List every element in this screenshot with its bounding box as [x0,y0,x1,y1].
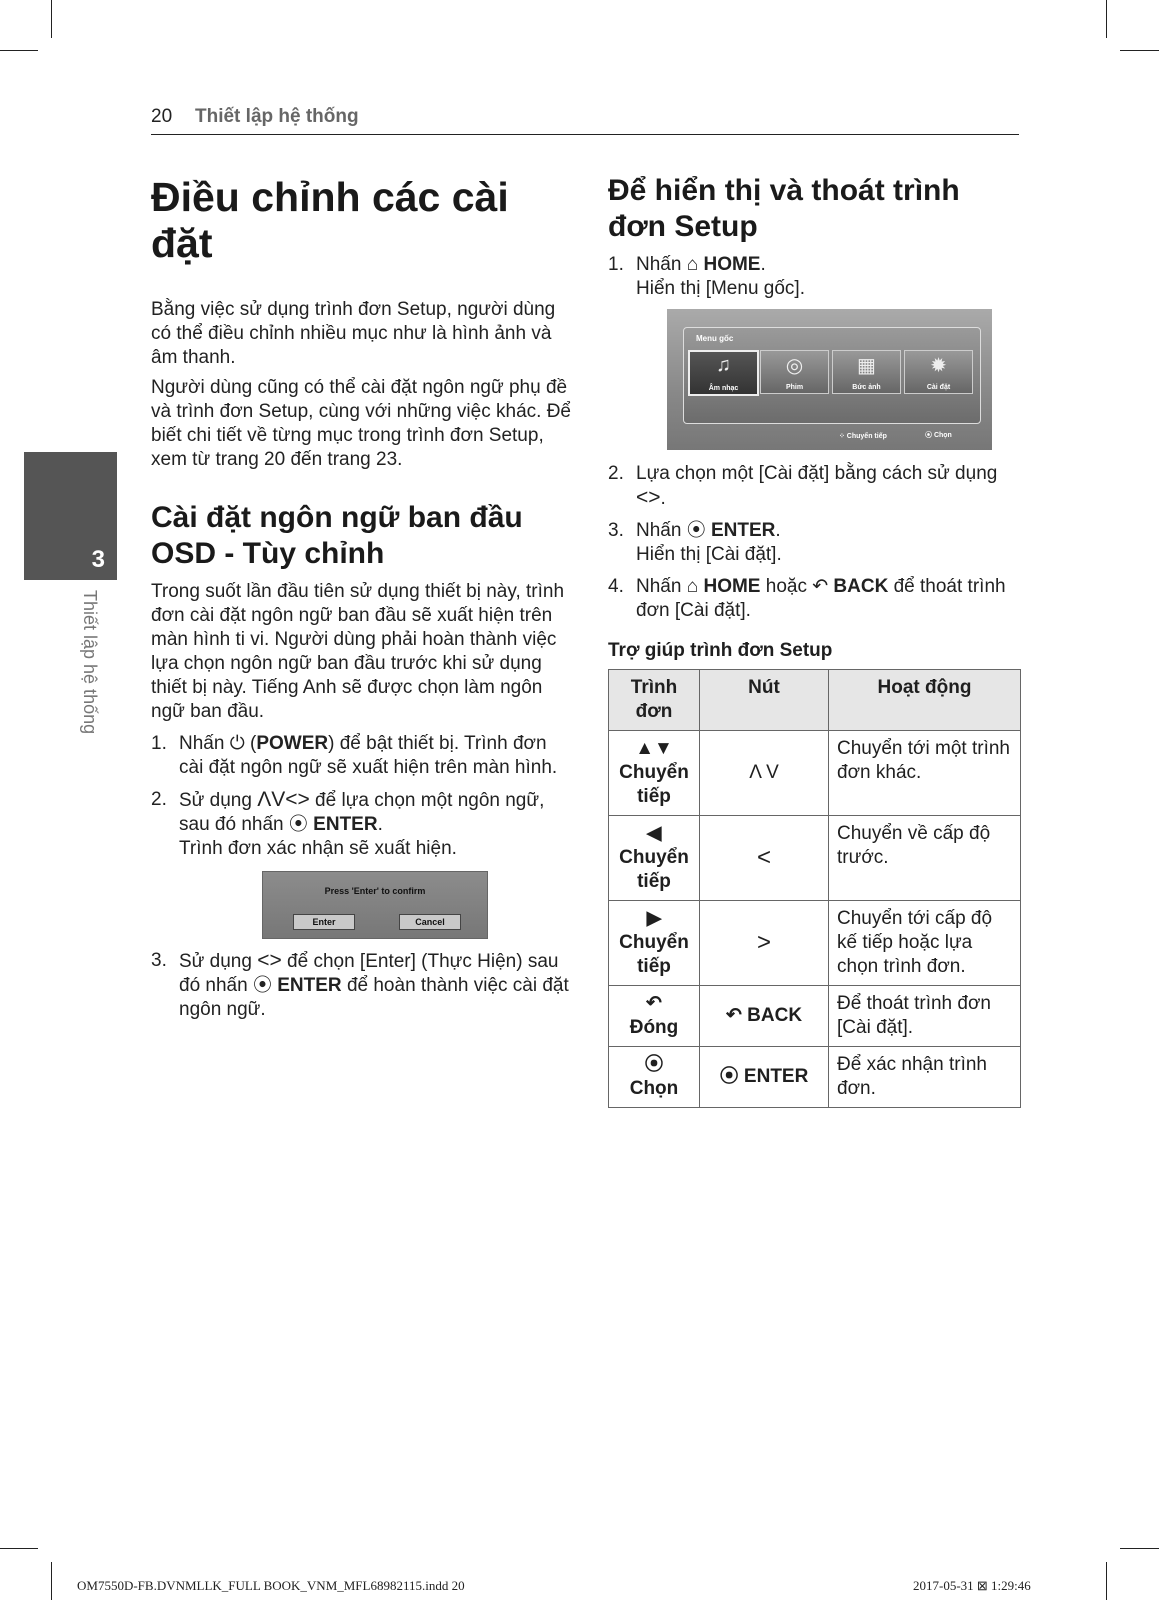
setup-step-4 [608,575,1023,623]
intro-paragraph-1: Bằng việc sử dụng trình đơn Setup, người dùng có thể điều chỉnh nhiều mục như là hình ảnh và âm thanh. [151,299,556,368]
gear-icon: ✹ [930,355,947,377]
step-text: Nhấn [179,733,230,754]
menu-cell [609,901,700,986]
step-text: Lựa chọn một [Cài đặt] bằng cách sử dụng [636,463,998,484]
section-title: Thiết lập hệ thống [195,106,359,127]
film-reel-icon: ◎ [785,355,804,377]
step-text: . [377,814,383,835]
menu-tile-label: Cài đặt [926,384,951,391]
step-text: ) để bật thiết bị. Trình đơn cài đặt ngôn ngữ sẽ xuất hiện trên màn hình. [179,733,558,778]
crop-mark [0,1548,38,1549]
table-row [609,1047,1021,1108]
arrow-keys-icon: ΛV<> [257,788,310,811]
left-arrow-icon: ◀ [646,823,662,844]
right-column [608,170,1023,1108]
table-header-row [609,670,1021,731]
enter-icon: ⦿ [252,975,272,996]
enter-icon: ⦿ [288,814,308,835]
step-text: . [660,488,666,509]
menu-label: Chuyển tiếp [619,932,689,977]
photo-icon: ▦ [857,355,876,377]
step-text: để hoàn thành việc cài đặt ngôn ngữ. [179,975,569,1020]
step-text: . [775,520,781,541]
action-cell: Để xác nhận trình đơn. [829,1047,1021,1108]
chapter-label: Thiết lập hệ thống [80,590,100,735]
step-text: Nhấn [636,576,687,597]
step-number: 2. [608,463,624,484]
step-text: Nhấn [636,520,687,541]
enter-icon: ⦿ [686,520,706,541]
power-label: POWER [256,733,329,754]
step-text: Hiển thị [Cài đặt]. [636,544,782,565]
step-number: 1. [151,733,167,754]
table-title: Trợ giúp trình đơn Setup [608,640,833,661]
confirm-dialog-image [262,871,488,939]
osd-step-1 [151,732,571,780]
step-text: ( [244,733,257,754]
step-text: Trình đơn xác nhận sẽ xuất hiện. [179,838,457,859]
enter-label: ENTER [705,520,776,541]
chapter-tab [24,452,117,580]
header-button: Nút [700,670,829,731]
menu-tile-label: Phim [785,384,804,391]
right-arrow-icon: ▶ [646,908,662,929]
header-menu: Trình đơn [609,670,700,731]
left-right-keys-icon: <> [636,486,661,509]
setup-step-1 [608,253,1023,301]
menu-label: Chuyển tiếp [619,847,689,892]
button-cell: < [700,816,829,901]
step-text: Sử dụng [179,951,258,972]
header-action: Hoạt động [829,670,1021,731]
menu-tile-label: Bức ảnh [852,384,881,391]
back-icon: ↶ [812,576,829,597]
chapter-number: 3 [91,546,105,573]
step-text: để thoát trình đơn [Cài đặt]. [636,576,1006,621]
step-text: . [760,254,766,275]
step-text: Hiển thị [Menu gốc]. [636,278,805,299]
home-menu-image [667,309,992,450]
osd-step-3 [151,949,571,1022]
menu-label: Chuyển tiếp [619,762,689,807]
footer-timestamp: 2017-05-31 ⊠ 1:29:46 [913,1578,1031,1593]
menu-cell [609,731,700,816]
hint-select: ⦿ Chọn [925,432,952,439]
back-label: BACK [828,576,889,597]
crop-mark [1106,0,1107,38]
menu-tile-settings [904,350,973,394]
crop-mark [1120,50,1159,51]
button-cell: ↶ BACK [700,986,829,1047]
button-cell: ⦿ ENTER [700,1047,829,1108]
step-text: Nhấn [636,254,687,275]
up-down-arrow-icon: ▲▼ [635,738,673,759]
action-cell: Chuyển về cấp độ trước. [829,816,1021,901]
menu-tile-music [688,350,759,396]
button-cell: > [700,901,829,986]
menu-tile-photo [832,350,901,394]
home-icon: ⌂ [686,576,699,597]
hint-move: ⁘ Chuyển tiếp [839,433,887,440]
setup-help-table [608,669,1021,1108]
table-row [609,986,1021,1047]
action-cell: Chuyển tới cấp độ kế tiếp hoặc lựa chọn trình đơn. [829,901,1021,986]
menu-label: Đóng [629,1017,679,1038]
table-row [609,816,1021,901]
home-menu-title: Menu gốc [696,334,734,343]
setup-step-2 [608,462,1023,511]
enter-label: ENTER [307,814,378,835]
confirm-enter-button: Enter [293,914,355,930]
step-number: 3. [151,950,167,971]
crop-mark [1106,1562,1107,1600]
power-icon: ⏻ [229,733,245,754]
home-icon: ⌂ [686,254,699,275]
button-cell: Λ V [700,731,829,816]
left-right-keys-icon: <> [257,949,282,972]
home-menu-panel [683,327,981,424]
crop-mark [1120,1548,1159,1549]
setup-menu-title: Để hiển thị và thoát trình đơn Setup [608,174,960,243]
step-number: 4. [608,576,624,597]
menu-cell [609,986,700,1047]
step-number: 1. [608,254,624,275]
crop-mark [0,50,38,51]
page-number: 20 [151,106,173,127]
footer-file-info: OM7550D-FB.DVNMLLK_FULL BOOK_VNM_MFL68982115.indd 20 [77,1578,465,1593]
crop-mark [51,1562,52,1600]
main-title: Điều chỉnh các cài đặt [151,174,509,266]
action-cell: Để thoát trình đơn [Cài đặt]. [829,986,1021,1047]
step-number: 3. [608,520,624,541]
page-header [151,104,1019,135]
osd-step-2 [151,788,571,861]
intro-paragraph-2: Người dùng cũng có thể cài đặt ngôn ngữ phụ đề và trình đơn Setup, cùng với những việc khác. Để biết chi tiết về từng mục trong trình đơn Setup, xem từ trang 20 đến trang 23. [151,377,571,470]
enter-label: ENTER [271,975,342,996]
step-text: để chọn [Enter] (Thực Hiện) sau đó nhấn [179,951,559,996]
osd-intro: Trong suốt lần đầu tiên sử dụng thiết bị này, trình đơn cài đặt ngôn ngữ ban đầu sẽ xuất hiện trên màn hình ti vi. Người dùng phải hoàn thành việc lựa chọn ngôn ngữ ban đầu trước khi sử dụng thiết bị này. Tiếng Anh sẽ được chọn làm ngôn ngữ ban đầu. [151,581,565,722]
home-label: HOME [698,576,761,597]
action-cell: Chuyển tới một trình đơn khác. [829,731,1021,816]
chapter-label-wrap [82,590,102,760]
confirm-message: Press 'Enter' to confirm [324,886,426,896]
table-row [609,901,1021,986]
left-column [151,170,571,1022]
music-icon: ♫ [716,354,731,376]
menu-tile-label: Âm nhạc [708,385,739,392]
menu-cell [609,816,700,901]
step-text: để lựa chọn một ngôn ngữ, sau đó nhấn [179,790,545,835]
osd-title: Cài đặt ngôn ngữ ban đầu OSD - Tùy chỉnh [151,501,523,570]
home-label: HOME [698,254,761,275]
menu-tile-movie [760,350,829,394]
confirm-cancel-button: Cancel [399,914,461,930]
setup-step-3 [608,519,1023,567]
step-text: hoặc [760,576,813,597]
back-icon: ↶ [646,993,662,1014]
menu-cell [609,1047,700,1108]
step-text: Sử dụng [179,790,258,811]
step-number: 2. [151,789,167,810]
menu-label: Chọn [629,1078,679,1099]
table-row [609,731,1021,816]
enter-icon: ⦿ [644,1054,664,1075]
crop-mark [51,0,52,38]
